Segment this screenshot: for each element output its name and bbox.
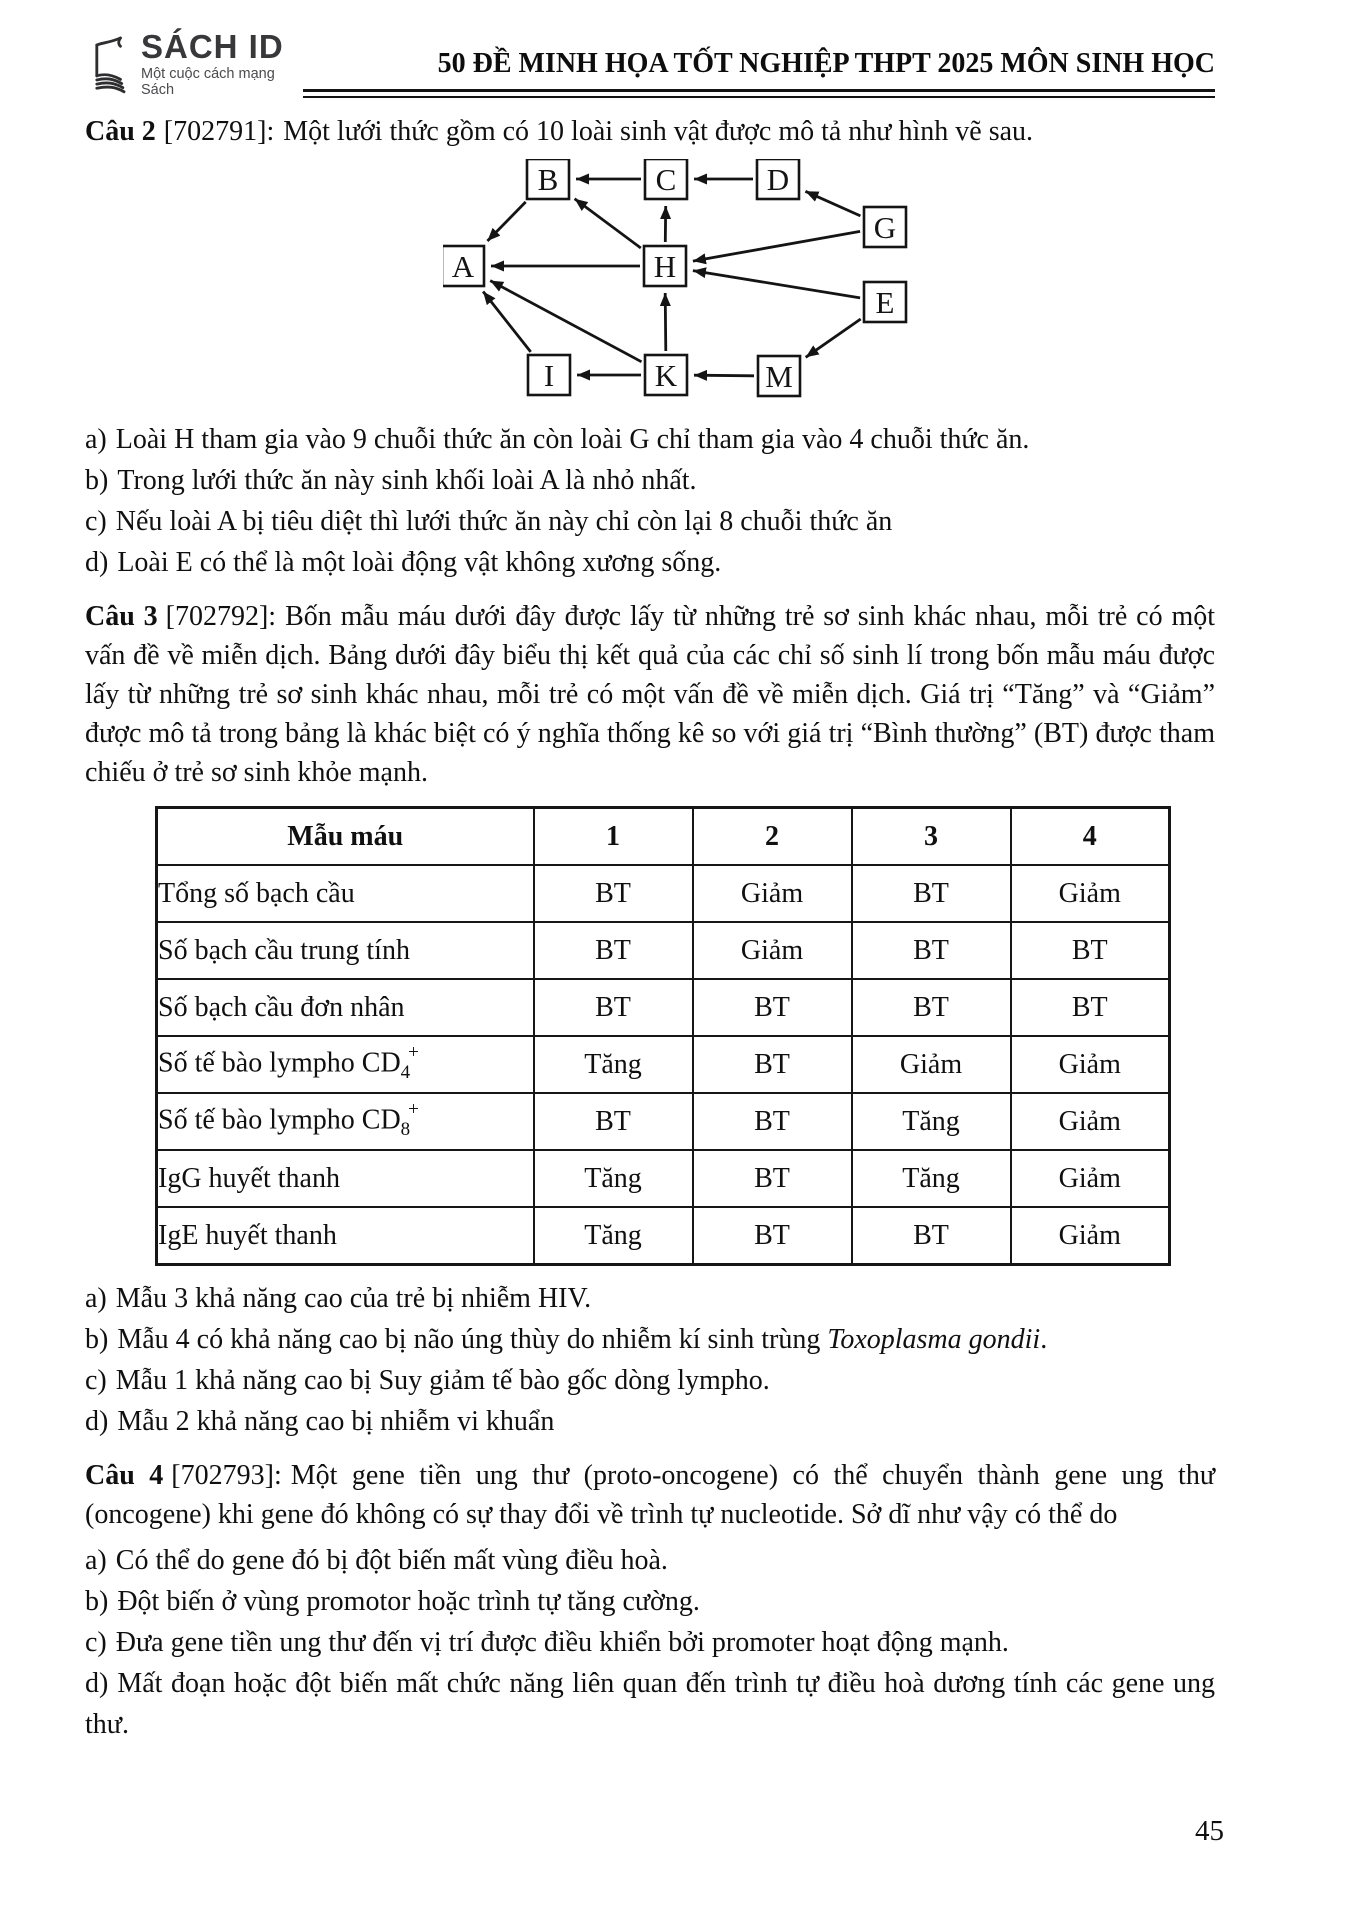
option-key: b) — [85, 1324, 109, 1355]
question-2-options — [85, 419, 1215, 583]
logo-text — [141, 30, 303, 98]
table-cell: BT — [534, 922, 693, 979]
food-web-edge-E-M — [806, 319, 861, 357]
option-a — [85, 1278, 1215, 1319]
option-d — [85, 1663, 1215, 1745]
table-cell: Tăng — [852, 1093, 1011, 1150]
food-web-edge-H-B — [575, 199, 641, 248]
question-stem-text: Một gene tiền ung thư (proto-oncogene) có thể chuyển thành gene ung thư (oncogene) khi gene đó không có sự thay đổi về trình tự nucleotide. Sở dĩ như vậy có thể do — [85, 1460, 1216, 1530]
page-header — [85, 30, 1215, 98]
option-key: a) — [85, 424, 107, 455]
table-cell: BT — [693, 1036, 852, 1093]
table-cell: Giảm — [1011, 1093, 1170, 1150]
table-cell: BT — [693, 1150, 852, 1207]
table-cell: Tăng — [852, 1150, 1011, 1207]
question-4 — [85, 1456, 1215, 1745]
table-header-row — [157, 808, 1170, 866]
table-cell: Giảm — [693, 865, 852, 922]
food-web-edge-G-H — [693, 231, 860, 261]
option-d — [85, 1401, 1215, 1442]
table-header-cell: 2 — [693, 808, 852, 866]
option-text: Mẫu 3 khả năng cao của trẻ bị nhiễm HIV. — [115, 1283, 592, 1314]
option-text: Loài H tham gia vào 9 chuỗi thức ăn còn loài G chỉ tham gia vào 4 chuỗi thức ăn. — [115, 424, 1030, 455]
option-text-italic: Toxoplasma gondii — [827, 1324, 1041, 1355]
option-key: d) — [85, 1406, 109, 1437]
food-web-diagram — [443, 159, 909, 409]
question-code: [702793]: — [171, 1460, 282, 1491]
food-web-node-label-C: C — [655, 162, 677, 197]
table-cell: Giảm — [1011, 1207, 1170, 1265]
food-web-edge-E-H — [693, 271, 860, 298]
row-label: IgG huyết thanh — [157, 1150, 534, 1207]
option-text: Mẫu 4 có khả năng cao bị não úng thùy do nhiễm kí sinh trùng — [117, 1324, 828, 1355]
option-b — [85, 1581, 1215, 1622]
row-label — [157, 1036, 534, 1093]
table-cell: BT — [852, 1207, 1011, 1265]
food-web-edge-I-A — [483, 292, 531, 352]
row-label-text: Số tế bào lympho CD — [158, 1047, 401, 1079]
option-key: c) — [85, 506, 107, 537]
cd-subscript: 8 — [400, 1118, 411, 1140]
food-web-node-label-G: G — [873, 210, 897, 245]
option-text: Mẫu 2 khả năng cao bị nhiễm vi khuẩn — [117, 1406, 555, 1437]
option-key: d) — [85, 547, 109, 578]
table-cell: BT — [693, 1207, 852, 1265]
table-row — [157, 922, 1170, 979]
logo-name: SÁCH ID — [141, 28, 284, 65]
table-cell: BT — [852, 979, 1011, 1036]
cd-superscript: + — [408, 1042, 419, 1064]
table-row — [157, 1093, 1170, 1150]
document-title: 50 ĐỀ MINH HỌA TỐT NGHIỆP THPT 2025 MÔN SINH HỌC — [437, 48, 1215, 79]
sachid-logo — [85, 30, 303, 98]
table-cell: BT — [534, 1093, 693, 1150]
table-cell: Giảm — [852, 1036, 1011, 1093]
table-cell: BT — [852, 865, 1011, 922]
option-key: d) — [85, 1668, 109, 1699]
question-label: Câu 4 — [85, 1460, 164, 1491]
option-c — [85, 1360, 1215, 1401]
food-web-edge-B-A — [487, 202, 525, 241]
header-rule — [303, 89, 1215, 98]
option-text: Đưa gene tiền ung thư đến vị trí được điều khiển bởi promoter hoạt động mạnh. — [115, 1627, 1009, 1658]
option-b — [85, 460, 1215, 501]
question-3-stem — [85, 597, 1215, 792]
table-row — [157, 1207, 1170, 1265]
option-key: a) — [85, 1283, 107, 1314]
option-d — [85, 542, 1215, 583]
option-key: c) — [85, 1365, 107, 1396]
table-cell: BT — [1011, 979, 1170, 1036]
table-cell: Giảm — [1011, 1036, 1170, 1093]
row-label: Số bạch cầu trung tính — [157, 922, 534, 979]
question-4-options — [85, 1540, 1215, 1745]
option-text: Loài E có thể là một loài động vật không xương sống. — [117, 547, 722, 578]
table-cell: BT — [852, 922, 1011, 979]
option-a — [85, 419, 1215, 460]
question-4-stem — [85, 1456, 1215, 1534]
table-cell: BT — [693, 979, 852, 1036]
food-web-node-label-H: H — [653, 249, 677, 284]
table-header-cell: 3 — [852, 808, 1011, 866]
table-cell: Giảm — [1011, 865, 1170, 922]
cd-subscript: 4 — [400, 1061, 411, 1083]
option-c — [85, 501, 1215, 542]
table-row — [157, 979, 1170, 1036]
question-code: [702792]: — [165, 601, 277, 632]
table-row — [157, 865, 1170, 922]
table-header-cell: Mẫu máu — [157, 808, 534, 866]
row-label — [157, 1093, 534, 1150]
page-body — [85, 112, 1215, 1745]
option-c — [85, 1622, 1215, 1663]
question-label: Câu 2 — [85, 116, 156, 147]
page-number: 45 — [1195, 1815, 1224, 1847]
table-header-cell: 1 — [534, 808, 693, 866]
question-3 — [85, 597, 1215, 1442]
row-label: Số bạch cầu đơn nhân — [157, 979, 534, 1036]
food-web-node-label-I: I — [543, 358, 555, 393]
question-stem-text: Bốn mẫu máu dưới đây được lấy từ những trẻ sơ sinh khác nhau, mỗi trẻ có một vấn đề về miễn dịch. Bảng dưới đây biểu thị kết quả của các chỉ số sinh lí trong bốn mẫu máu được lấy từ những trẻ sơ sinh khác nhau, mỗi trẻ có một vấn đề về miễn dịch. Giá trị “Tăng” và “Giảm” được mô tả trong bảng là khác biệt có ý nghĩa thống kê so với giá trị “Bình thường” (BT) được tham chiếu ở trẻ sơ sinh khỏe mạnh. — [85, 601, 1215, 788]
food-web-edge-K-A — [490, 281, 641, 362]
option-a — [85, 1540, 1215, 1581]
question-code: [702791]: — [163, 116, 275, 147]
option-key: b) — [85, 1586, 109, 1617]
table-cell: Tăng — [534, 1036, 693, 1093]
food-web-node-label-B: B — [537, 162, 559, 197]
food-web-svg — [443, 159, 909, 409]
option-key: a) — [85, 1545, 107, 1576]
table-cell: Tăng — [534, 1207, 693, 1265]
option-text: Nếu loài A bị tiêu diệt thì lưới thức ăn này chỉ còn lại 8 chuỗi thức ăn — [115, 506, 893, 537]
food-web-edge-M-K — [694, 375, 754, 376]
option-text: Mẫu 1 khả năng cao bị Suy giảm tế bào gốc dòng lympho. — [115, 1365, 770, 1396]
food-web-node-label-E: E — [875, 285, 895, 320]
option-key: c) — [85, 1627, 107, 1658]
option-text: Đột biến ở vùng promotor hoặc trình tự tăng cường. — [117, 1586, 700, 1617]
book-logo-icon — [85, 33, 137, 95]
option-key: b) — [85, 465, 109, 496]
row-label-text: Số tế bào lympho CD — [158, 1104, 401, 1136]
option-text: Mất đoạn hoặc đột biến mất chức năng liên quan đến trình tự điều hoà dương tính các gene ung thư. — [85, 1668, 1215, 1740]
table-cell: Giảm — [1011, 1150, 1170, 1207]
question-label: Câu 3 — [85, 601, 158, 632]
table-row — [157, 1150, 1170, 1207]
table-cell: Tăng — [534, 1150, 693, 1207]
food-web-node-label-A: A — [451, 249, 475, 284]
blood-sample-table — [155, 806, 1171, 1266]
table-cell: BT — [534, 865, 693, 922]
option-text: Có thể do gene đó bị đột biến mất vùng điều hoà. — [115, 1545, 668, 1576]
question-stem-text: Một lưới thức gồm có 10 loài sinh vật được mô tả như hình vẽ sau. — [283, 116, 1034, 147]
table-cell: Giảm — [693, 922, 852, 979]
question-2-stem — [85, 112, 1215, 151]
food-web-edge-G-D — [805, 191, 860, 216]
option-text-after: . — [1040, 1324, 1048, 1355]
cd-superscript: + — [408, 1099, 419, 1121]
table-cell: BT — [534, 979, 693, 1036]
table-row — [157, 1036, 1170, 1093]
food-web-node-label-K: K — [654, 358, 678, 393]
logo-tagline: Một cuộc cách mạng Sách — [141, 66, 275, 98]
food-web-node-label-M: M — [765, 359, 793, 394]
option-b — [85, 1319, 1215, 1360]
header-right — [303, 48, 1215, 98]
table-cell: BT — [1011, 922, 1170, 979]
question-2 — [85, 112, 1215, 583]
food-web-node-label-D: D — [766, 162, 790, 197]
table-cell: BT — [693, 1093, 852, 1150]
row-label: IgE huyết thanh — [157, 1207, 534, 1265]
row-label: Tổng số bạch cầu — [157, 865, 534, 922]
option-text: Trong lưới thức ăn này sinh khối loài A là nhỏ nhất. — [117, 465, 697, 496]
food-web-edge-K-H — [665, 293, 666, 351]
table-header-cell: 4 — [1011, 808, 1170, 866]
question-3-options — [85, 1278, 1215, 1442]
